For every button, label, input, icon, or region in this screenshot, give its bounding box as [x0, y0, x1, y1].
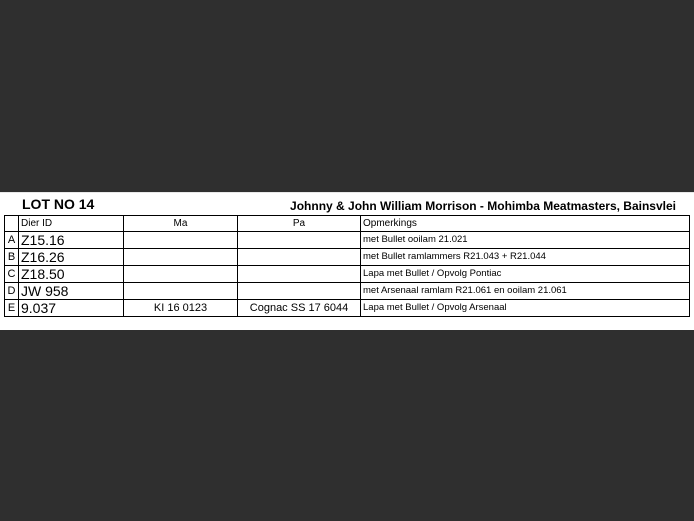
ma-cell: KI 16 0123 [124, 300, 238, 317]
dier-id-cell: 9.037 [19, 300, 124, 317]
ma-cell [124, 249, 238, 266]
header-opmerkings: Opmerkings [361, 216, 690, 232]
pa-cell [238, 283, 361, 300]
pa-cell [238, 249, 361, 266]
ma-cell [124, 283, 238, 300]
row-letter: D [5, 283, 19, 300]
header-pa: Pa [238, 216, 361, 232]
ma-cell [124, 266, 238, 283]
seller-name: Johnny & John William Morrison - Mohimba Meatmasters, Bainsvlei [290, 199, 676, 213]
sheet-edge [0, 192, 694, 193]
dier-id-cell: Z15.16 [19, 232, 124, 249]
lot-sheet [0, 192, 694, 330]
pa-cell: Cognac SS 17 6044 [238, 300, 361, 317]
header-dier-id: Dier ID [19, 216, 124, 232]
table-header-row [5, 216, 690, 232]
table-row [5, 266, 690, 283]
table-row [5, 249, 690, 266]
table-row [5, 232, 690, 249]
lot-title: LOT NO 14 [22, 196, 95, 212]
table-row [5, 283, 690, 300]
row-letter: A [5, 232, 19, 249]
opmerkings-cell: met Arsenaal ramlam R21.061 en ooilam 21.061 [361, 283, 690, 300]
lot-table [4, 215, 690, 317]
row-letter: B [5, 249, 19, 266]
opmerkings-cell: met Bullet ooilam 21.021 [361, 232, 690, 249]
ma-cell [124, 232, 238, 249]
opmerkings-cell: Lapa met Bullet / Opvolg Pontiac [361, 266, 690, 283]
header-letter [5, 216, 19, 232]
dier-id-cell: JW 958 [19, 283, 124, 300]
row-letter: E [5, 300, 19, 317]
dier-id-cell: Z18.50 [19, 266, 124, 283]
opmerkings-cell: met Bullet ramlammers R21.043 + R21.044 [361, 249, 690, 266]
dier-id-cell: Z16.26 [19, 249, 124, 266]
opmerkings-cell: Lapa met Bullet / Opvolg Arsenaal [361, 300, 690, 317]
pa-cell [238, 232, 361, 249]
pa-cell [238, 266, 361, 283]
table-row [5, 300, 690, 317]
header-ma: Ma [124, 216, 238, 232]
row-letter: C [5, 266, 19, 283]
